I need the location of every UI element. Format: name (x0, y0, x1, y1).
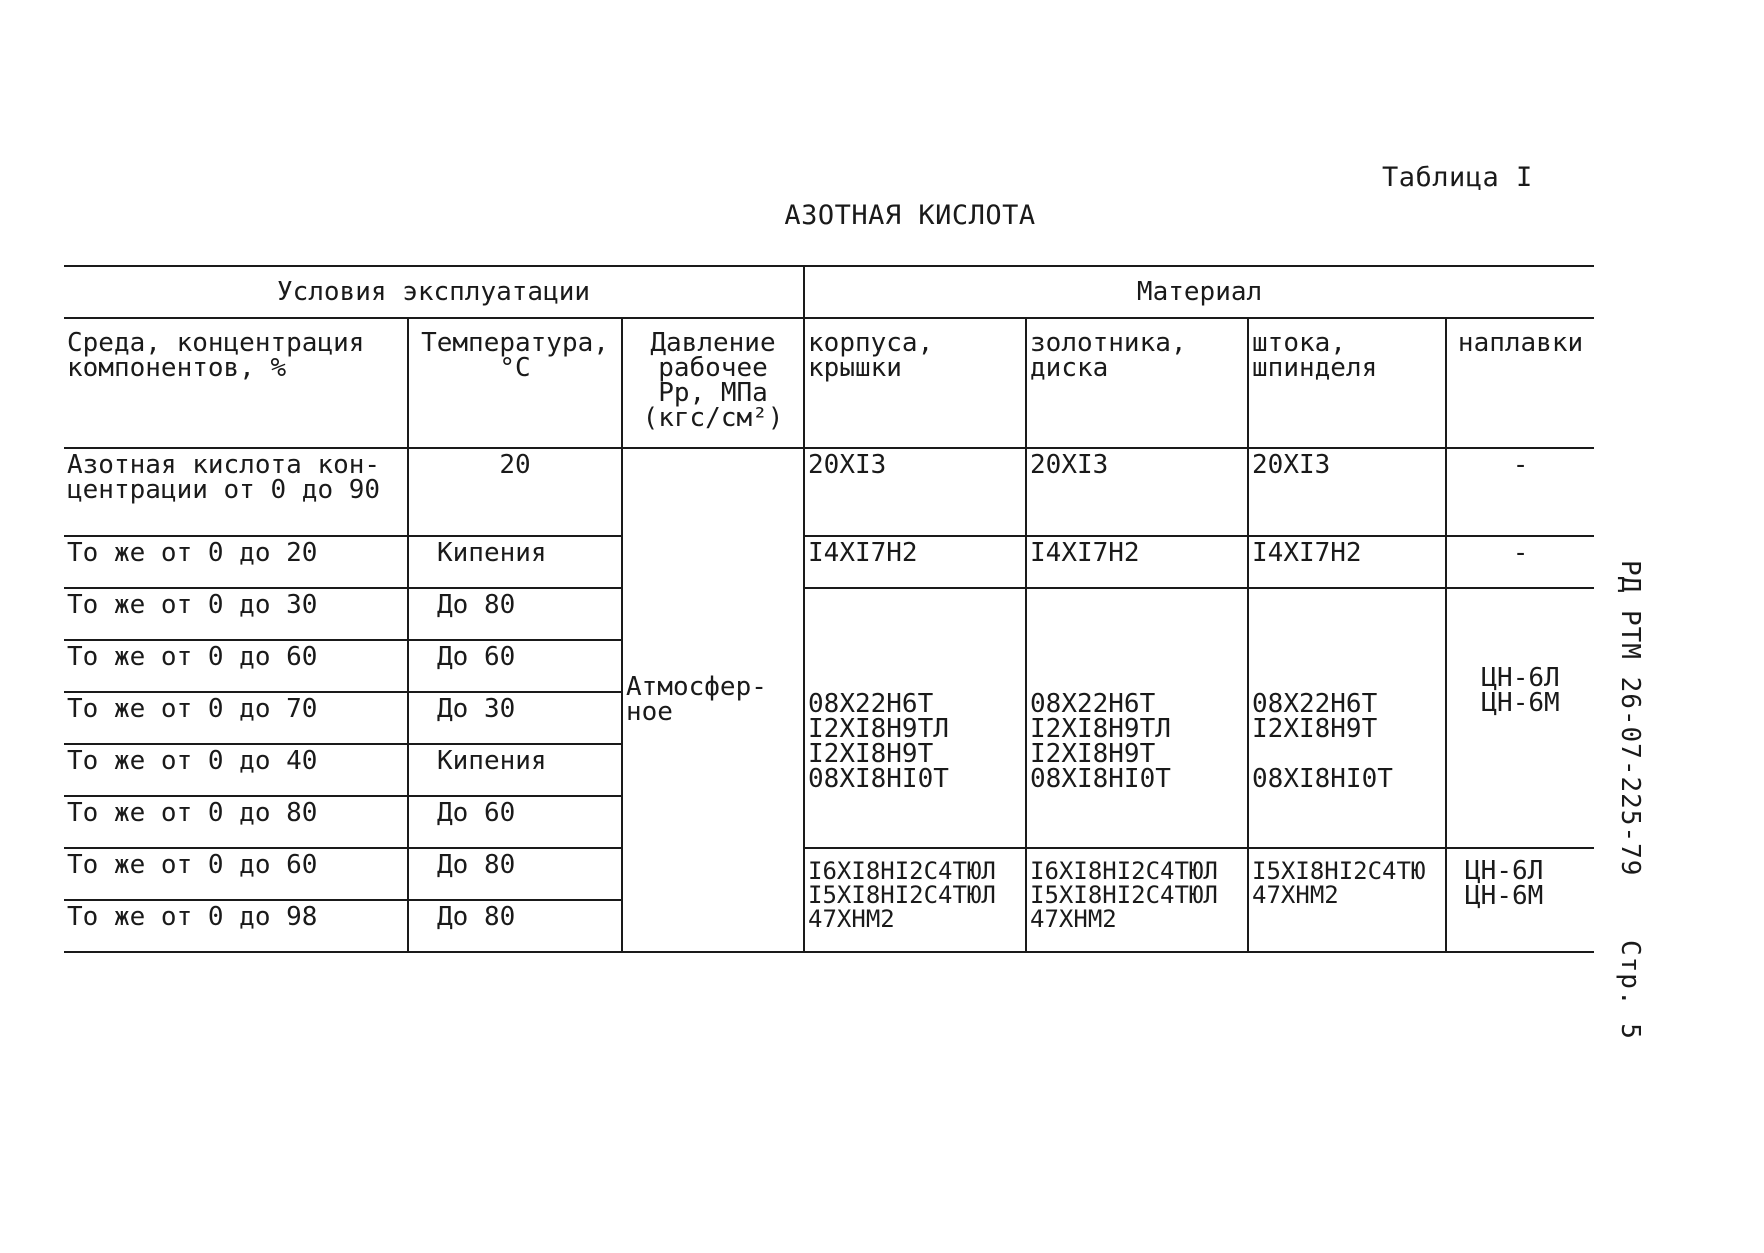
table-caption: Таблица I (1382, 162, 1533, 193)
medium-cell: То же от 0 до 30 (64, 588, 408, 640)
temperature-cell: До 60 (408, 796, 622, 848)
stem-header: штока, шпинделя (1248, 318, 1446, 448)
stem-material-cell: 08Х22Н6Т I2XI8H9T 08XI8HI0T (1248, 588, 1446, 848)
column-header-row (64, 318, 1594, 448)
stem-material-cell: 20XI3 (1248, 448, 1446, 536)
body-material-cell: 08Х22Н6Т I2XI8H9TЛ I2XI8H9T 08XI8HI0T (804, 588, 1026, 848)
medium-cell: То же от 0 до 40 (64, 744, 408, 796)
table-row (64, 848, 1594, 900)
medium-cell: То же от 0 до 98 (64, 900, 408, 952)
medium-cell: То же от 0 до 80 (64, 796, 408, 848)
temperature-cell: До 80 (408, 900, 622, 952)
temperature-cell: До 80 (408, 588, 622, 640)
table-row (64, 448, 1594, 536)
temperature-cell: До 60 (408, 640, 622, 692)
temperature-cell: До 30 (408, 692, 622, 744)
disc-material-cell: 20XI3 (1026, 448, 1248, 536)
medium-cell: Азотная кислота кон- центрации от 0 до 90 (64, 448, 408, 536)
page-number: Стр. 5 (1615, 940, 1645, 1040)
stem-material-cell: I4XI7H2 (1248, 536, 1446, 588)
materials-table (64, 265, 1594, 953)
medium-cell: То же от 0 до 60 (64, 640, 408, 692)
pressure-cell: Атмосфер- ное (622, 448, 804, 952)
overlay-material-cell: ЦН-6Л ЦН-6М (1446, 588, 1594, 848)
stem-material-cell: I5XI8HI2C4TЮ 47XHM2 (1248, 848, 1446, 952)
disc-header: золотника, диска (1026, 318, 1248, 448)
temperature-cell: Кипения (408, 536, 622, 588)
pressure-header: Давление рабочее Рр, МПа (кгс/см²) (622, 318, 804, 448)
medium-cell: То же от 0 до 70 (64, 692, 408, 744)
disc-material-cell: I4XI7H2 (1026, 536, 1248, 588)
document-code: РД РТМ 26-07-225-79 (1615, 560, 1645, 877)
disc-material-cell: I6XI8HI2C4TЮЛ I5XI8HI2C4TЮЛ 47XHM2 (1026, 848, 1248, 952)
temperature-cell: Кипения (408, 744, 622, 796)
table-row (64, 536, 1594, 588)
disc-material-cell: 08Х22Н6Т I2XI8H9TЛ I2XI8H9T 08XI8HI0T (1026, 588, 1248, 848)
overlay-header: наплавки (1446, 318, 1594, 448)
overlay-material-cell: - (1446, 448, 1594, 536)
body-material-cell: I4XI7H2 (804, 536, 1026, 588)
overlay-material-cell: - (1446, 536, 1594, 588)
temperature-header: Температура, °С (408, 318, 622, 448)
body-header: корпуса, крышки (804, 318, 1026, 448)
temperature-cell: 20 (408, 448, 622, 536)
body-material-cell: I6XI8HI2C4TЮЛ I5XI8HI2C4TЮЛ 47XHM2 (804, 848, 1026, 952)
medium-header: Среда, концентрация компонентов, % (64, 318, 408, 448)
overlay-material-cell: ЦН-6Л ЦН-6М (1446, 848, 1594, 952)
group-header-row (64, 266, 1594, 318)
medium-cell: То же от 0 до 20 (64, 536, 408, 588)
table-row (64, 588, 1594, 640)
document-title: АЗОТНАЯ КИСЛОТА (784, 200, 1036, 231)
temperature-cell: До 80 (408, 848, 622, 900)
material-header: Материал (804, 266, 1594, 318)
conditions-header: Условия эксплуатации (64, 266, 804, 318)
medium-cell: То же от 0 до 60 (64, 848, 408, 900)
body-material-cell: 20XI3 (804, 448, 1026, 536)
